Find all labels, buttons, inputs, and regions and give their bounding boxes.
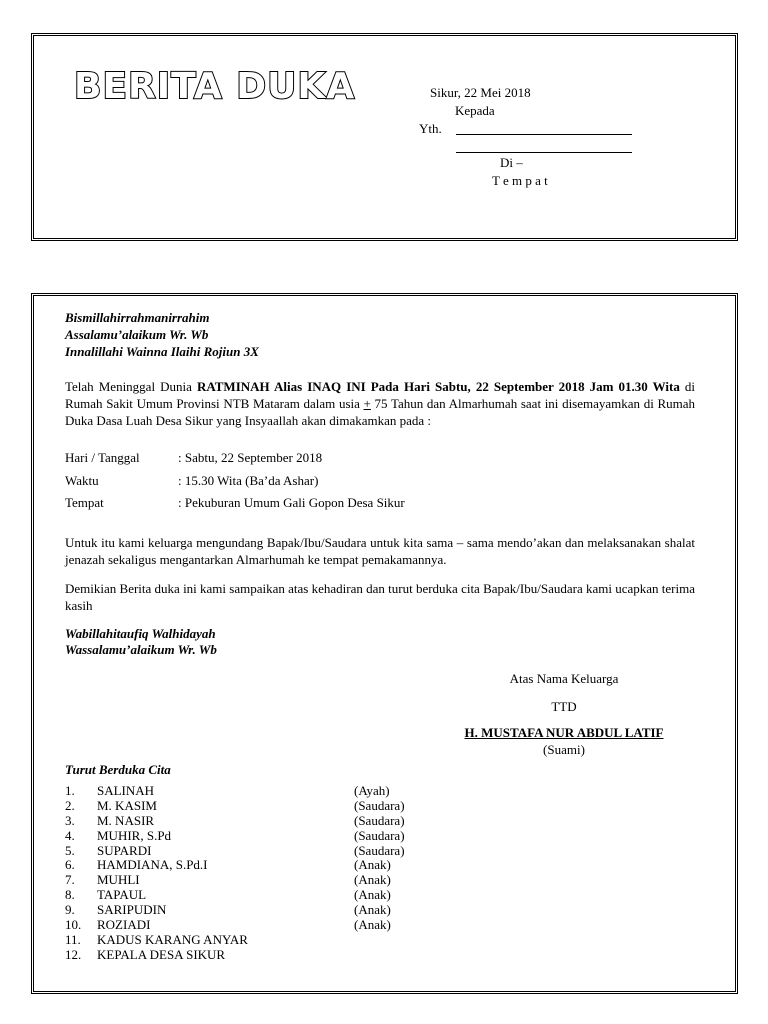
- list-item: [65, 813, 405, 828]
- detail-row-time: [65, 473, 318, 489]
- condolence-list: [65, 783, 405, 962]
- list-number: 3.: [65, 812, 75, 828]
- list-relation: (Saudara): [354, 797, 405, 813]
- list-relation: (Saudara): [354, 812, 405, 828]
- list-number: 7.: [65, 872, 75, 888]
- announcement-rest: 75 Tahun dan Almarhumah saat ini disemayamkan di Rumah Duka Dasa Luah Desa Sikur yang Insyaallah akan dimakamkan pada :: [65, 396, 696, 428]
- greeting-bismillah: Bismillahirrahmanirrahim: [65, 310, 210, 325]
- signer-role: (Suami): [543, 742, 585, 757]
- list-item: [65, 872, 405, 887]
- di-label: Di –: [500, 155, 523, 170]
- list-name: MUHLI: [97, 872, 140, 888]
- detail-label: Waktu: [65, 473, 99, 488]
- condolence-title: Turut Berduka Cita: [65, 762, 171, 777]
- invitation-paragraph: Untuk itu kami keluarga mengundang Bapak/Ibu/Saudara untuk kita sama – sama mendo’akan dan melaksanakan shalat jenazah sekaligus mengantarkan Almarhumah ke tempat pemakamannya.: [65, 535, 695, 567]
- list-name: SARIPUDIN: [97, 902, 167, 918]
- detail-label: Tempat: [65, 495, 104, 510]
- detail-row-day: [65, 450, 322, 466]
- list-relation: (Ayah): [354, 783, 390, 798]
- deceased-info: RATMINAH Alias INAQ INI Pada Hari Sabtu, 22 September 2018 Jam 01.30 Wita: [196, 379, 680, 394]
- closing-salam: Wassalamu’alaikum Wr. Wb: [65, 642, 217, 657]
- recipient-label: Kepada: [455, 103, 495, 118]
- signer-name: H. MUSTAFA NUR ABDUL LATIF: [464, 725, 664, 740]
- list-number: 10.: [65, 917, 82, 933]
- letter-date: Sikur, 22 Mei 2018: [430, 85, 531, 100]
- list-number: 4.: [65, 827, 75, 843]
- list-number: 5.: [65, 842, 75, 858]
- list-number: 8.: [65, 887, 75, 903]
- list-relation: (Saudara): [354, 827, 405, 843]
- list-item: [65, 798, 405, 813]
- list-item: [65, 947, 405, 962]
- list-number: 6.: [65, 857, 75, 873]
- list-name: SUPARDI: [97, 842, 152, 858]
- list-number: 11.: [65, 931, 81, 947]
- list-relation: (Anak): [354, 872, 391, 888]
- list-name: TAPAUL: [97, 887, 147, 903]
- list-name: MUHIR, S.Pd: [97, 827, 172, 843]
- yth-label: Yth.: [419, 121, 442, 136]
- detail-label: Hari / Tanggal: [65, 450, 140, 465]
- document-title: BERITA DUKA: [74, 66, 356, 107]
- body-box: [31, 293, 738, 994]
- list-name: M. KASIM: [97, 797, 157, 813]
- list-item: [65, 887, 405, 902]
- list-item: [65, 902, 405, 917]
- list-relation: (Saudara): [354, 842, 405, 858]
- list-name: KEPALA DESA SIKUR: [97, 946, 226, 962]
- detail-value: : Pekuburan Umum Gali Gopon Desa Sikur: [178, 495, 405, 510]
- recipient-line-2: [456, 152, 632, 153]
- tempat-label: T e m p a t: [492, 173, 548, 188]
- ttd-label: TTD: [551, 699, 577, 714]
- list-relation: (Anak): [354, 887, 391, 903]
- list-item: [65, 917, 405, 932]
- list-number: 12.: [65, 946, 82, 962]
- list-name: KADUS KARANG ANYAR: [97, 931, 248, 947]
- announcement-location: di Rumah Sakit Umum Provinsi NTB Mataram dalam usia: [65, 379, 695, 411]
- list-number: 9.: [65, 902, 75, 918]
- detail-value: : Sabtu, 22 September 2018: [178, 450, 323, 465]
- list-name: ROZIADI: [97, 917, 151, 933]
- header-box: [31, 33, 738, 241]
- list-name: SALINAH: [97, 783, 155, 798]
- detail-value: : 15.30 Wita (Ba’da Ashar): [178, 473, 319, 488]
- list-name: HAMDIANA, S.Pd.I: [97, 857, 208, 873]
- list-item: [65, 828, 405, 843]
- list-item: [65, 783, 405, 798]
- list-item: [65, 857, 405, 872]
- list-name: M. NASIR: [97, 812, 155, 828]
- list-item: [65, 843, 405, 858]
- list-relation: (Anak): [354, 902, 391, 918]
- announcement-paragraph: [65, 378, 695, 429]
- greeting-salam: Assalamu’alaikum Wr. Wb: [65, 327, 209, 342]
- list-item: [65, 932, 405, 947]
- closing-wabillahi: Wabillahitaufiq Walhidayah: [65, 626, 216, 641]
- announcement-intro: Telah Meninggal Dunia: [65, 379, 197, 394]
- on-behalf-label: Atas Nama Keluarga: [509, 671, 619, 686]
- closing-paragraph: Demikian Berita duka ini kami sampaikan atas kehadiran dan turut berduka cita Bapak/Ibu/Saudara kami ucapkan terima kasih: [65, 581, 695, 613]
- greeting-innalillahi: Innalillahi Wainna Ilaihi Rojiun 3X: [65, 344, 259, 359]
- list-number: 2.: [65, 797, 75, 813]
- list-relation: (Anak): [354, 857, 391, 873]
- detail-row-place: [65, 495, 405, 511]
- recipient-line-1: [456, 134, 632, 135]
- list-number: 1.: [65, 783, 75, 798]
- list-relation: (Anak): [354, 917, 391, 933]
- plus-minus-sign: +: [363, 396, 371, 411]
